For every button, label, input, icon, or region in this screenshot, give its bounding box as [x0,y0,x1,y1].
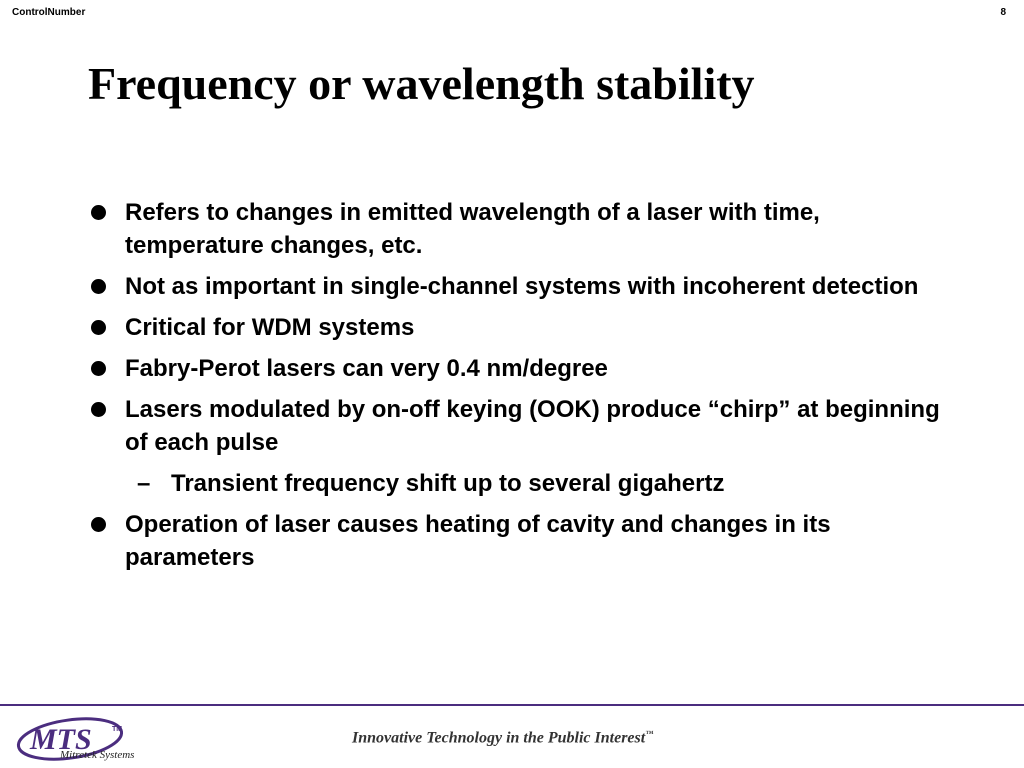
slide-title: Frequency or wavelength stability [88,58,755,109]
bullet-dot-icon [91,205,106,220]
sub-bullet-item [90,467,940,500]
logo-subtitle: Mitretek Systems [60,749,135,761]
bullet-item [90,196,940,262]
page-number: 8 [1000,7,1006,18]
bullet-item [90,352,940,385]
bullet-dot-icon [91,320,106,335]
logo-text: MTS [30,723,92,756]
bullet-text: Not as important in single-channel systems with incoherent detection [125,273,919,300]
bullet-text: Lasers modulated by on-off keying (OOK) produce “chirp” at beginning of each pulse [125,396,940,456]
bullet-text: Refers to changes in emitted wavelength of a laser with time, temperature changes, etc. [125,199,820,259]
dash-icon: – [137,470,151,497]
logo-tm: TM [112,726,123,733]
tagline-text: Innovative Technology in the Public Interest [352,729,646,747]
bullet-item [90,311,940,344]
bullet-dot-icon [91,279,106,294]
bullet-text: Critical for WDM systems [125,314,415,341]
bullet-text: Fabry-Perot lasers can very 0.4 nm/degree [125,355,608,382]
footer-divider [0,704,1024,706]
bullet-text: Operation of laser causes heating of cavity and changes in its parameters [125,511,831,571]
header-control-number: ControlNumber [12,7,86,18]
bullet-list [90,196,940,582]
sub-bullet-text: Transient frequency shift up to several gigahertz [171,470,725,497]
bullet-item [90,393,940,459]
bullet-item [90,270,940,303]
tagline-tm: ™ [645,729,654,738]
bullet-dot-icon [91,402,106,417]
bullet-dot-icon [91,517,106,532]
mts-logo [14,713,164,765]
bullet-item [90,508,940,574]
footer-tagline [352,729,653,747]
bullet-dot-icon [91,361,106,376]
